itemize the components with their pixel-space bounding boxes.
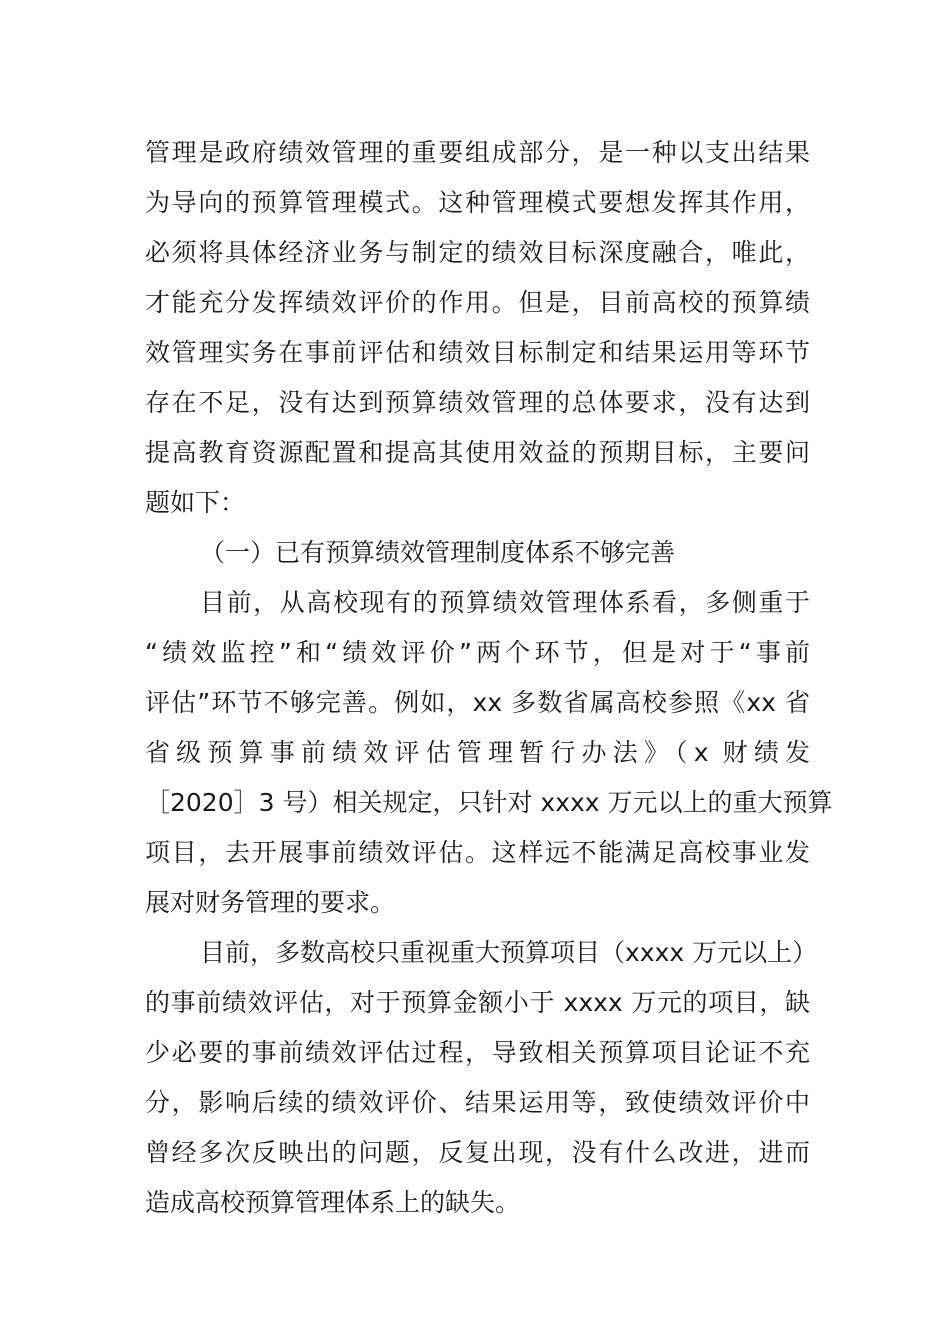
text-line: 项目，去开展事前绩效评估。这样远不能满足高校事业发: [145, 838, 810, 867]
text-line: 省级预算事前绩效评估管理暂行办法》（x 财绩发: [145, 738, 810, 767]
text-line: 曾经多次反映出的问题，反复出现，没有什么改进，进而: [145, 1138, 810, 1167]
text-line: 目前，从高校现有的预算绩效管理体系看，多侧重于: [200, 588, 810, 617]
text-line: 分，影响后续的绩效评价、结果运用等，致使绩效评价中: [145, 1088, 810, 1117]
text-line: 存在不足，没有达到预算绩效管理的总体要求，没有达到: [145, 388, 810, 417]
text-line: 题如下：: [145, 488, 246, 517]
text-line: ［2020］3 号）相关规定，只针对 xxxx 万元以上的重大预算: [145, 788, 833, 817]
text-line: 才能充分发挥绩效评价的作用。但是，目前高校的预算绩: [145, 288, 810, 317]
text-line: “绩效监控”和“绩效评价”两个环节，但是对于“事前: [145, 638, 810, 667]
text-line: 评估”环节不够完善。例如，xx 多数省属高校参照《xx 省: [145, 688, 810, 717]
text-line: 管理是政府绩效管理的重要组成部分，是一种以支出结果: [145, 138, 810, 167]
text-line: 造成高校预算管理体系上的缺失。: [145, 1188, 521, 1217]
text-line: 效管理实务在事前评估和绩效目标制定和结果运用等环节: [145, 338, 810, 367]
text-line: 必须将具体经济业务与制定的绩效目标深度融合，唯此，: [145, 238, 810, 267]
text-line: 少必要的事前绩效评估过程，导致相关预算项目论证不充: [145, 1038, 810, 1067]
text-line: 的事前绩效评估，对于预算金额小于 xxxx 万元的项目，缺: [145, 988, 810, 1017]
text-line: 展对财务管理的要求。: [145, 888, 396, 917]
section-heading: （一）已有预算绩效管理制度体系不够完善: [200, 538, 676, 567]
text-line: 目前，多数高校只重视重大预算项目（xxxx 万元以上）: [200, 938, 818, 967]
text-line: 为导向的预算管理模式。这种管理模式要想发挥其作用，: [145, 188, 810, 217]
text-line: 提高教育资源配置和提高其使用效益的预期目标，主要问: [145, 438, 810, 467]
